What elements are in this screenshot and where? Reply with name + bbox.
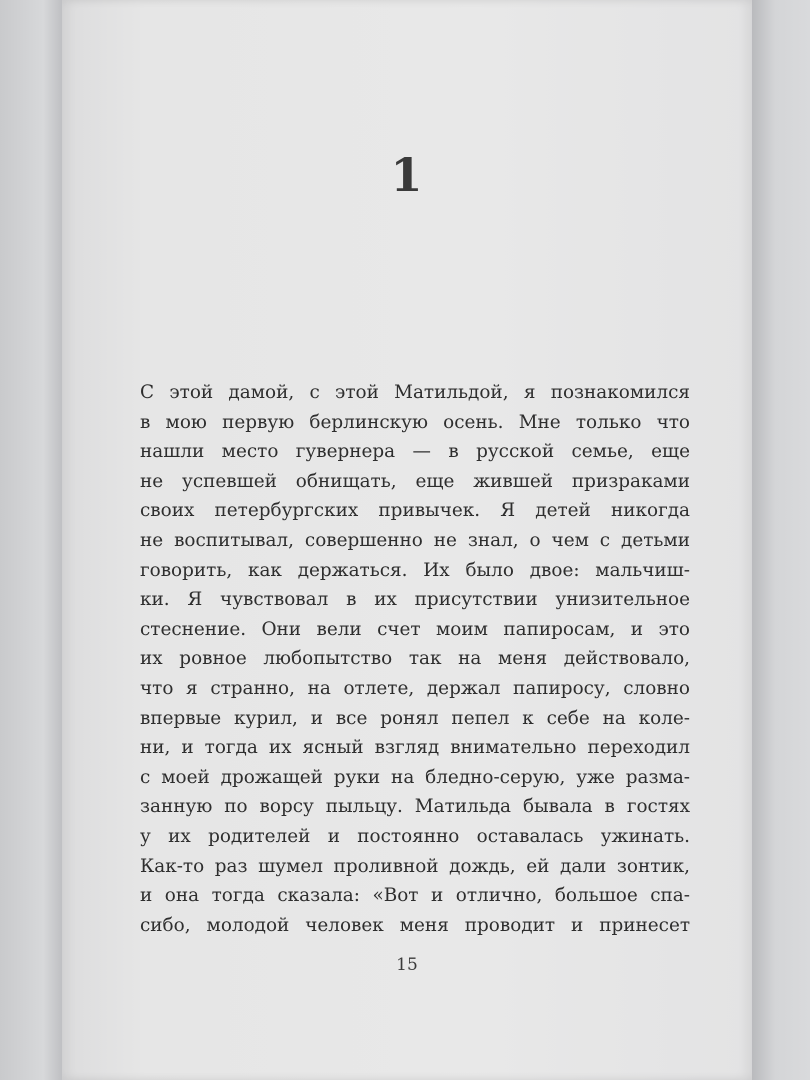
- text-line-6: не воспитывал, совершенно не знал, о чем с детьми: [140, 529, 690, 551]
- text-line-17: Как-то раз шумел проливной дождь, ей дали зонтик,: [140, 855, 690, 877]
- book-page: [62, 0, 752, 1080]
- text-line-16: у их родителей и постоянно оставалась ужинать.: [140, 825, 690, 847]
- text-line-13: ни, и тогда их ясный взгляд внимательно переходил: [140, 737, 690, 759]
- text-line-1: С этой дамой, с этой Матильдой, я познакомился: [140, 382, 690, 403]
- text-line-11: что я странно, на отлете, держал папиросу, словно: [140, 677, 690, 699]
- text-line-19: сибо, молодой человек меня проводит и принесет: [140, 914, 690, 936]
- text-line-8: ки. Я чувствовал в их присутствии унизительное: [140, 589, 690, 611]
- text-line-9: стеснение. Они вели счет моим папиросам, и это: [140, 618, 690, 640]
- text-line-14: с моей дрожащей руки на бледно-серую, уже разма-: [140, 766, 690, 788]
- text-line-7: говорить, как держаться. Их было двое: мальчиш-: [140, 559, 690, 581]
- chapter-number: 1: [390, 148, 424, 202]
- text-line-10: их ровное любопытство так на меня действовало,: [140, 648, 690, 670]
- text-line-2: в мою первую берлинскую осень. Мне только что: [140, 411, 690, 433]
- left-page-edge: [0, 0, 62, 1080]
- right-page-edge: [752, 0, 810, 1080]
- text-line-5: своих петербургских привычек. Я детей никогда: [140, 500, 690, 522]
- text-line-4: не успевшей обнищать, еще жившей призраками: [140, 470, 690, 492]
- text-line-3: нашли место гувернера — в русской семье, еще: [140, 441, 690, 463]
- body-text: [140, 378, 690, 940]
- text-line-18: и она тогда сказала: «Вот и отлично, большое спа-: [140, 885, 690, 907]
- text-line-12: впервые курил, и все ронял пепел к себе на коле-: [140, 707, 690, 729]
- text-line-15: занную по ворсу пыльцу. Матильда бывала в гостях: [140, 796, 690, 818]
- page-number: 15: [396, 955, 418, 975]
